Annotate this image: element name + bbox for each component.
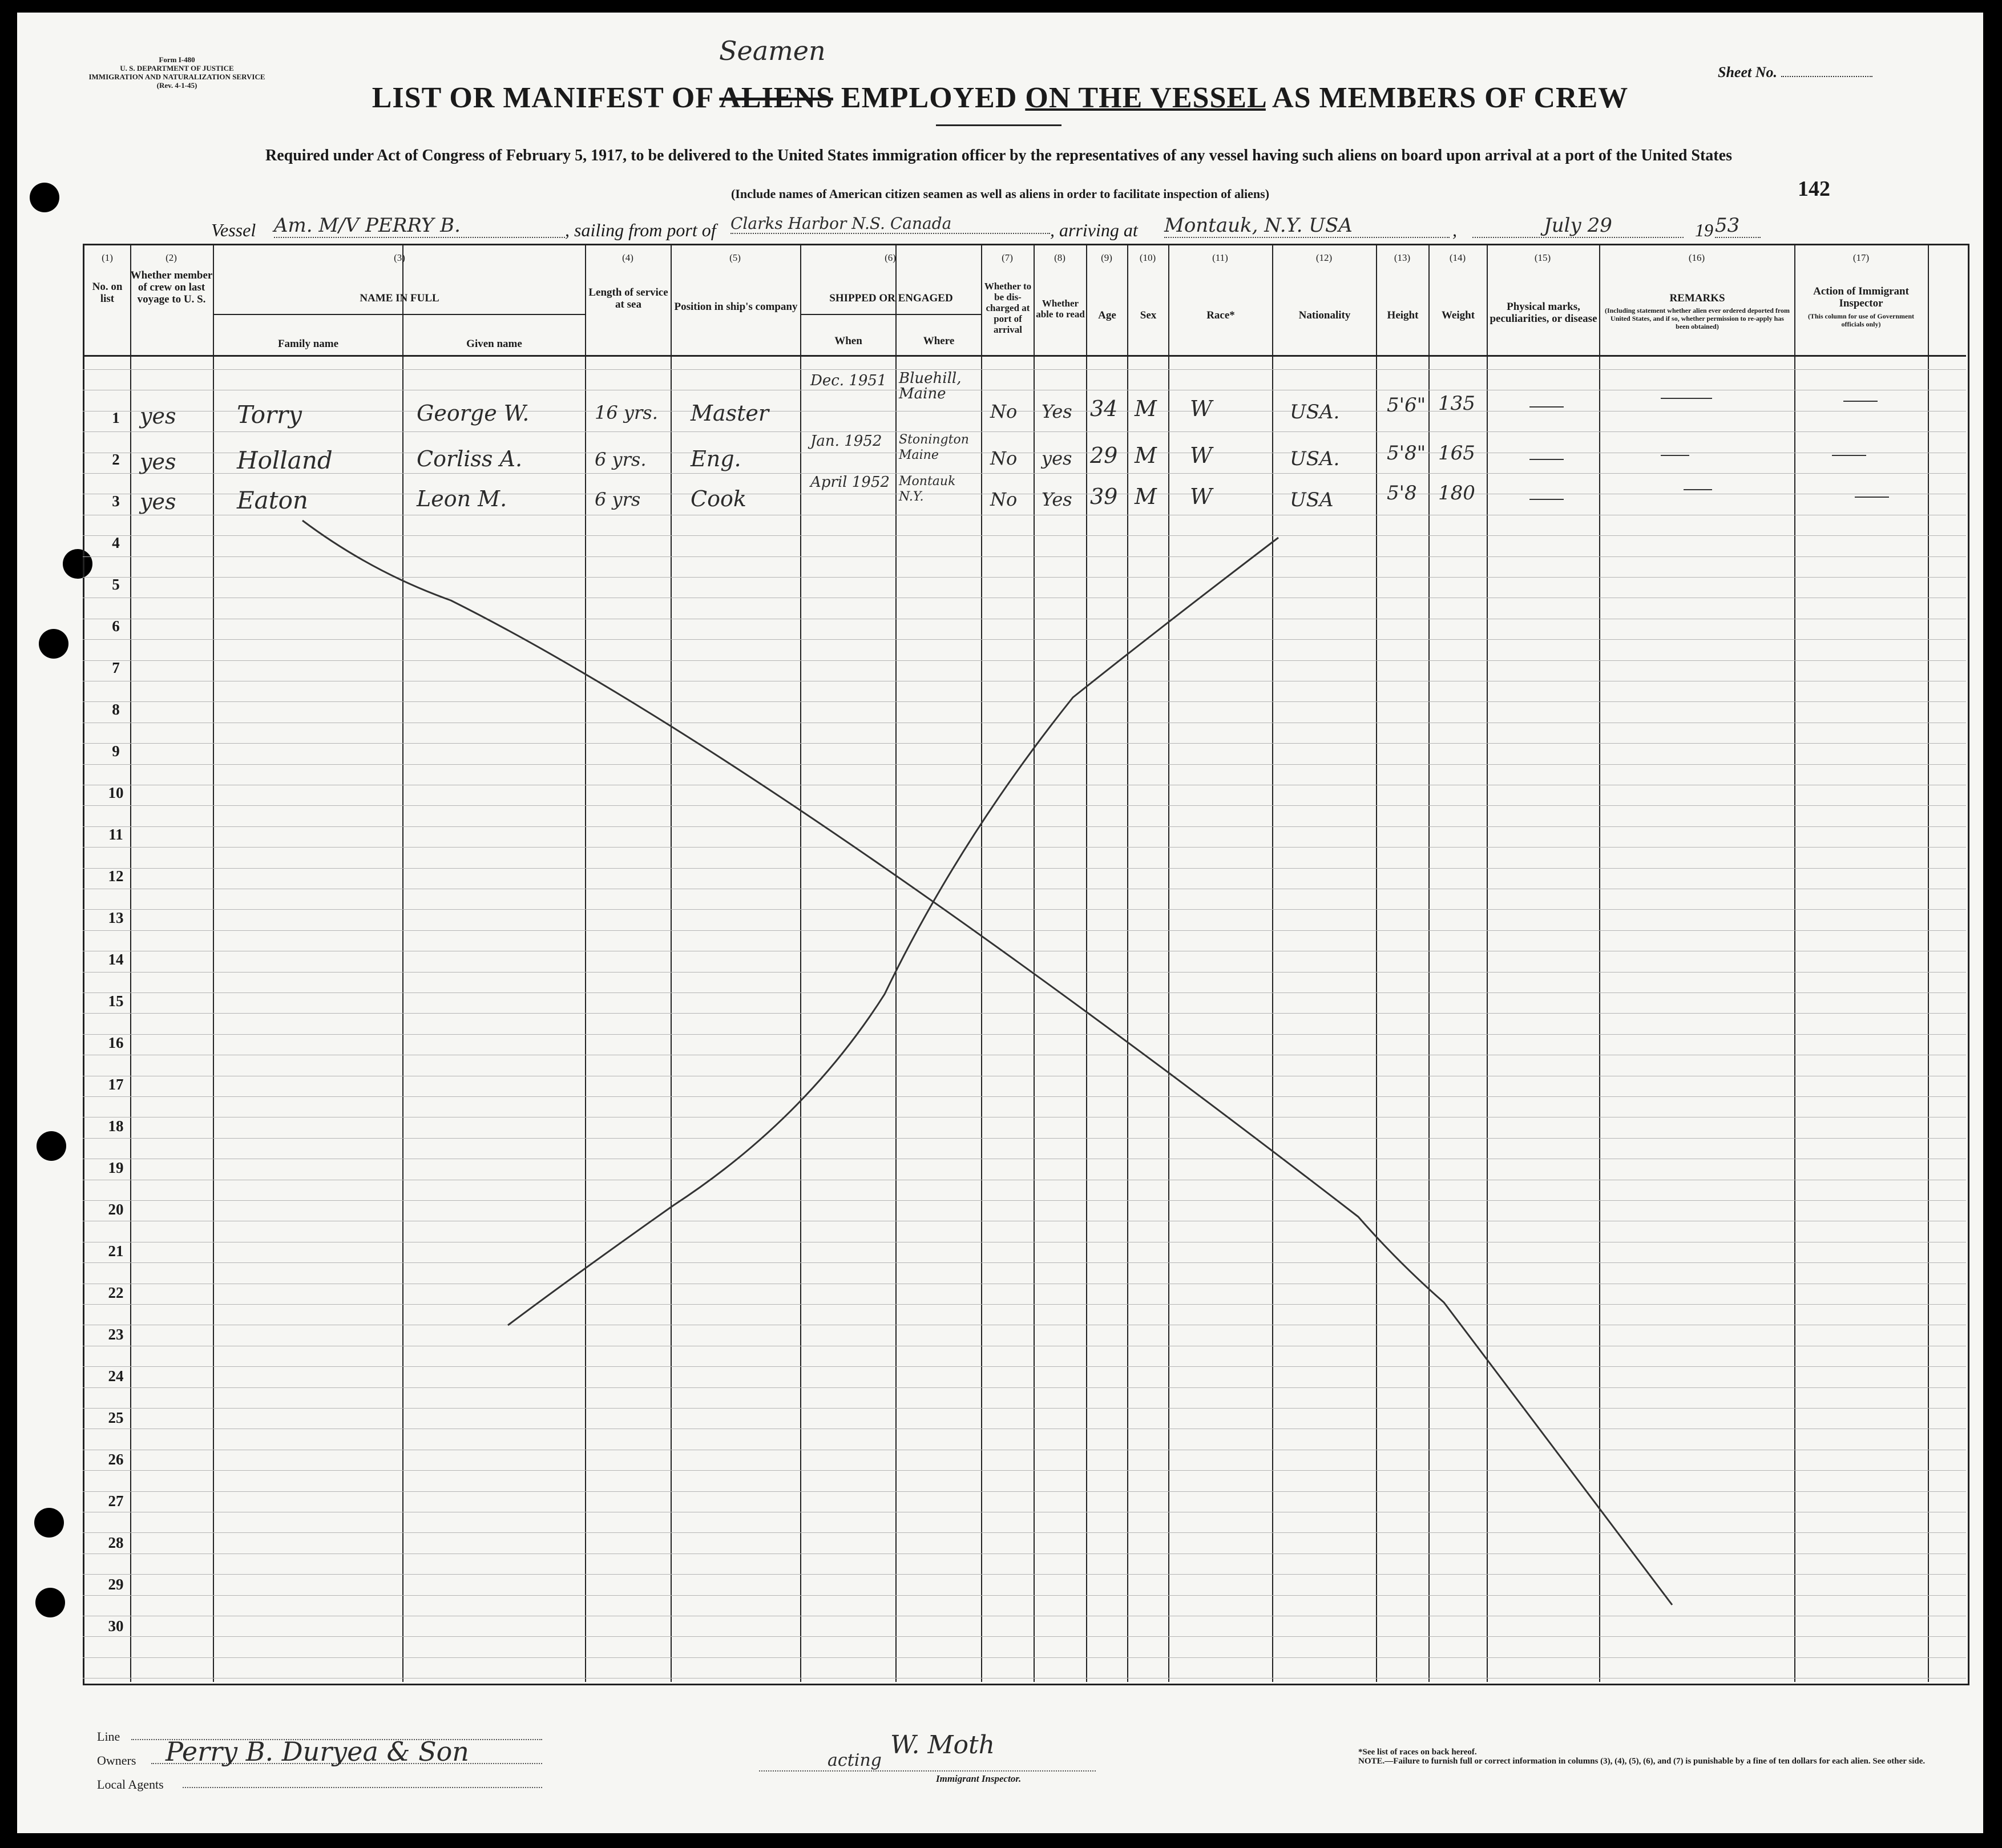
row2-where: Stonington Maine: [899, 433, 969, 462]
column-number: (10): [1139, 252, 1156, 263]
row2-nationality: USA.: [1290, 447, 1340, 470]
row2-sex: M: [1135, 443, 1157, 468]
column-number: (1): [102, 252, 113, 263]
row3-nationality: USA: [1290, 489, 1334, 511]
header-height: Height: [1387, 309, 1419, 321]
header-shipped-engaged: SHIPPED OR ENGAGED: [829, 292, 953, 304]
include-note: (Include names of American citizen seamen as well as aliens in order to facilitate inspection of aliens): [730, 187, 1270, 201]
row1-weight: 135: [1438, 392, 1475, 415]
header-family-name: Family name: [277, 338, 339, 350]
row-number: 11: [108, 826, 123, 843]
cross-stroke-2: [508, 538, 1278, 1325]
form-number: Form I-480: [159, 55, 195, 64]
owners-label: Owners: [97, 1753, 136, 1768]
column-number: (16): [1688, 252, 1705, 263]
line-label: Line: [97, 1729, 120, 1744]
header-remarks: REMARKS: [1669, 292, 1725, 304]
column-number: (8): [1054, 252, 1065, 263]
row1-given-name: George W.: [417, 401, 530, 426]
row-number: 4: [112, 534, 120, 551]
header-weight: Weight: [1441, 309, 1475, 321]
row2-service: 6 yrs.: [595, 449, 647, 470]
sailing-from-port: Clarks Harbor N.S. Canada: [730, 214, 1050, 234]
header-inspector-note: (This column for use of Government officials only): [1807, 312, 1915, 328]
row2-discharged: No: [990, 447, 1018, 469]
footnote: [1358, 1748, 1946, 1766]
sailing-label: , sailing from port of: [565, 220, 716, 240]
header-sex: Sex: [1140, 309, 1157, 321]
row2-race: W: [1190, 443, 1213, 468]
row3-given-name: Leon M.: [417, 486, 507, 511]
row3-when: April 1952: [810, 474, 890, 491]
header-where: Where: [923, 335, 955, 347]
row-number: 18: [108, 1117, 124, 1135]
row3-age: 39: [1090, 484, 1118, 509]
title-part: LIST OR MANIFEST OF: [372, 82, 720, 114]
row2-position: Eng.: [691, 446, 741, 471]
column-number: (11): [1212, 252, 1228, 263]
header-physical-marks: Physical marks, peculiarities, or disease: [1490, 301, 1597, 325]
owners-value: Perry B. Duryea & Son: [166, 1736, 469, 1767]
arrival-date: July 29: [1472, 214, 1684, 238]
row-number: 6: [112, 618, 120, 635]
row3-last-voyage: yes: [140, 489, 176, 514]
row3-weight: 180: [1438, 482, 1475, 505]
header-discharged: Whether to be dis-charged at port of arrival: [984, 281, 1032, 335]
header-remarks-note: (Including statement whether alien ever ordered deported from United States, and if so, whether permission to re-apply has been obtained): [1604, 306, 1790, 330]
header-last-voyage: Whether member of crew on last voyage to U. S.: [130, 269, 213, 305]
header-position: Position in ship's company: [674, 301, 798, 313]
row-number: 12: [108, 867, 124, 885]
comma: ,: [1452, 220, 1457, 240]
cross-stroke-1: [302, 520, 1672, 1605]
handwritten-correction: Seamen: [719, 35, 826, 66]
row1-race: W: [1190, 396, 1213, 421]
header-age: Age: [1098, 309, 1116, 321]
required-statement: Required under Act of Congress of February 5, 1917, to be delivered to the United States immigration officer by the representatives of any vessel having such aliens on board upon arrival at a port of the United States: [265, 147, 1732, 164]
row-number: 29: [108, 1576, 124, 1593]
row-number: 23: [108, 1326, 124, 1343]
cancellation-cross: [17, 13, 1983, 1833]
row2-given-name: Corliss A.: [417, 446, 523, 471]
inspector-acting: acting: [828, 1750, 882, 1770]
header-length-service: Length of service at sea: [588, 287, 668, 310]
row-number: 28: [108, 1534, 124, 1551]
row-number: 10: [108, 784, 124, 801]
header-name-in-full: NAME IN FULL: [360, 292, 439, 304]
page-number: 142: [1798, 177, 1830, 201]
row-number: 14: [108, 951, 124, 968]
local-agents-label: Local Agents: [97, 1777, 164, 1791]
row-number: 30: [108, 1617, 124, 1635]
row-number: 20: [108, 1201, 124, 1218]
row3-discharged: No: [990, 489, 1018, 510]
row3-height: 5'8: [1387, 482, 1417, 505]
header-given-name: Given name: [466, 338, 522, 350]
column-number: (7): [1002, 252, 1013, 263]
revision: (Rev. 4-1-45): [156, 81, 197, 90]
row3-where: Montauk N.Y.: [899, 474, 956, 504]
vessel-label: Vessel: [211, 220, 256, 240]
manifest-sheet: [17, 13, 1983, 1833]
row3-service: 6 yrs: [595, 489, 641, 510]
row1-able-to-read: Yes: [1042, 401, 1072, 422]
column-number: (13): [1394, 252, 1411, 263]
title-underlined: ON THE VESSEL: [1025, 82, 1266, 114]
row3-race: W: [1190, 484, 1213, 509]
column-number: (14): [1449, 252, 1466, 263]
column-number: (3): [394, 252, 405, 263]
title-struck-word: ALIENS: [719, 82, 833, 114]
header-nationality: Nationality: [1298, 309, 1351, 321]
row1-service: 16 yrs.: [595, 402, 658, 423]
sheet-no-label: Sheet No.: [1718, 64, 1777, 80]
row-number: 21: [108, 1242, 124, 1260]
row-number: 2: [112, 451, 120, 468]
inspector-label: Immigrant Inspector.: [936, 1773, 1022, 1784]
row-number: 15: [108, 992, 124, 1010]
row3-family-name: Eaton: [237, 486, 308, 514]
header-race: Race*: [1206, 309, 1235, 321]
local-agents-blank: [183, 1787, 542, 1788]
inspector-signature: W. Moth: [890, 1730, 995, 1760]
races-note: *See list of races on back hereof.: [1358, 1748, 1477, 1757]
row-number: 3: [112, 493, 120, 510]
row-number: 17: [108, 1076, 124, 1093]
header-no-on-list: No. on list: [92, 281, 123, 305]
inspector-blank: [759, 1770, 1096, 1772]
column-number: (2): [166, 252, 177, 263]
row-number: 24: [108, 1367, 124, 1385]
row1-position: Master: [691, 401, 769, 426]
row1-last-voyage: yes: [140, 404, 176, 429]
row3-able-to-read: Yes: [1042, 489, 1072, 510]
row-number: 1: [112, 409, 120, 426]
row2-family-name: Holland: [237, 446, 333, 474]
arriving-label: , arriving at: [1050, 220, 1138, 240]
row3-position: Cook: [691, 486, 746, 511]
header-when: When: [834, 335, 862, 347]
row1-nationality: USA.: [1290, 401, 1340, 423]
vessel-name: Am. M/V PERRY B.: [274, 214, 565, 238]
row1-sex: M: [1135, 396, 1157, 421]
column-number: (17): [1852, 252, 1870, 263]
row-number: 13: [108, 909, 124, 926]
row2-when: Jan. 1952: [810, 433, 882, 450]
header-inspector-action: Action of Immigrant Inspector: [1813, 285, 1909, 309]
row-number: 8: [112, 701, 120, 718]
service: IMMIGRATION AND NATURALIZATION SERVICE: [88, 72, 265, 81]
row1-height: 5'6": [1387, 394, 1426, 417]
row-number: 22: [108, 1284, 124, 1301]
column-number: (15): [1534, 252, 1551, 263]
penalty-note: NOTE.—Failure to furnish full or correct information in columns (3), (4), (5), (6), and (7) is punishable by a fine of ten dollars for each alien. See other side.: [1358, 1757, 1926, 1766]
row1-discharged: No: [990, 401, 1018, 422]
row2-last-voyage: yes: [140, 449, 176, 474]
year-prefix: 19: [1695, 220, 1713, 240]
column-number: (9): [1101, 252, 1112, 263]
header-able-to-read: Whether able to read: [1036, 298, 1085, 320]
column-number: (12): [1315, 252, 1333, 263]
row1-where: Bluehill, Maine: [899, 370, 962, 402]
row-number: 5: [112, 576, 120, 593]
row3-sex: M: [1135, 484, 1157, 509]
row2-able-to-read: yes: [1042, 447, 1072, 469]
row-number: 25: [108, 1409, 124, 1426]
row-number: 26: [108, 1451, 124, 1468]
row1-age: 34: [1090, 396, 1118, 421]
title-part: AS MEMBERS OF CREW: [1265, 82, 1629, 114]
row2-weight: 165: [1438, 442, 1475, 465]
row2-height: 5'8": [1387, 442, 1426, 465]
row-number: 7: [112, 659, 120, 676]
row1-family-name: Torry: [237, 401, 302, 429]
column-number: (6): [885, 252, 896, 263]
row-number: 16: [108, 1034, 124, 1051]
department: U. S. DEPARTMENT OF JUSTICE: [120, 64, 234, 72]
column-number: (4): [622, 252, 633, 263]
row2-age: 29: [1090, 443, 1118, 468]
row-number: 9: [112, 743, 120, 760]
row-number: 19: [108, 1159, 124, 1176]
year-suffix: 53: [1715, 214, 1761, 238]
arriving-at-port: Montauk, N.Y. USA: [1164, 214, 1450, 238]
column-number: (5): [729, 252, 741, 263]
row-number: 27: [108, 1492, 124, 1510]
row1-when: Dec. 1951: [810, 372, 887, 389]
title-part: EMPLOYED: [833, 82, 1026, 114]
